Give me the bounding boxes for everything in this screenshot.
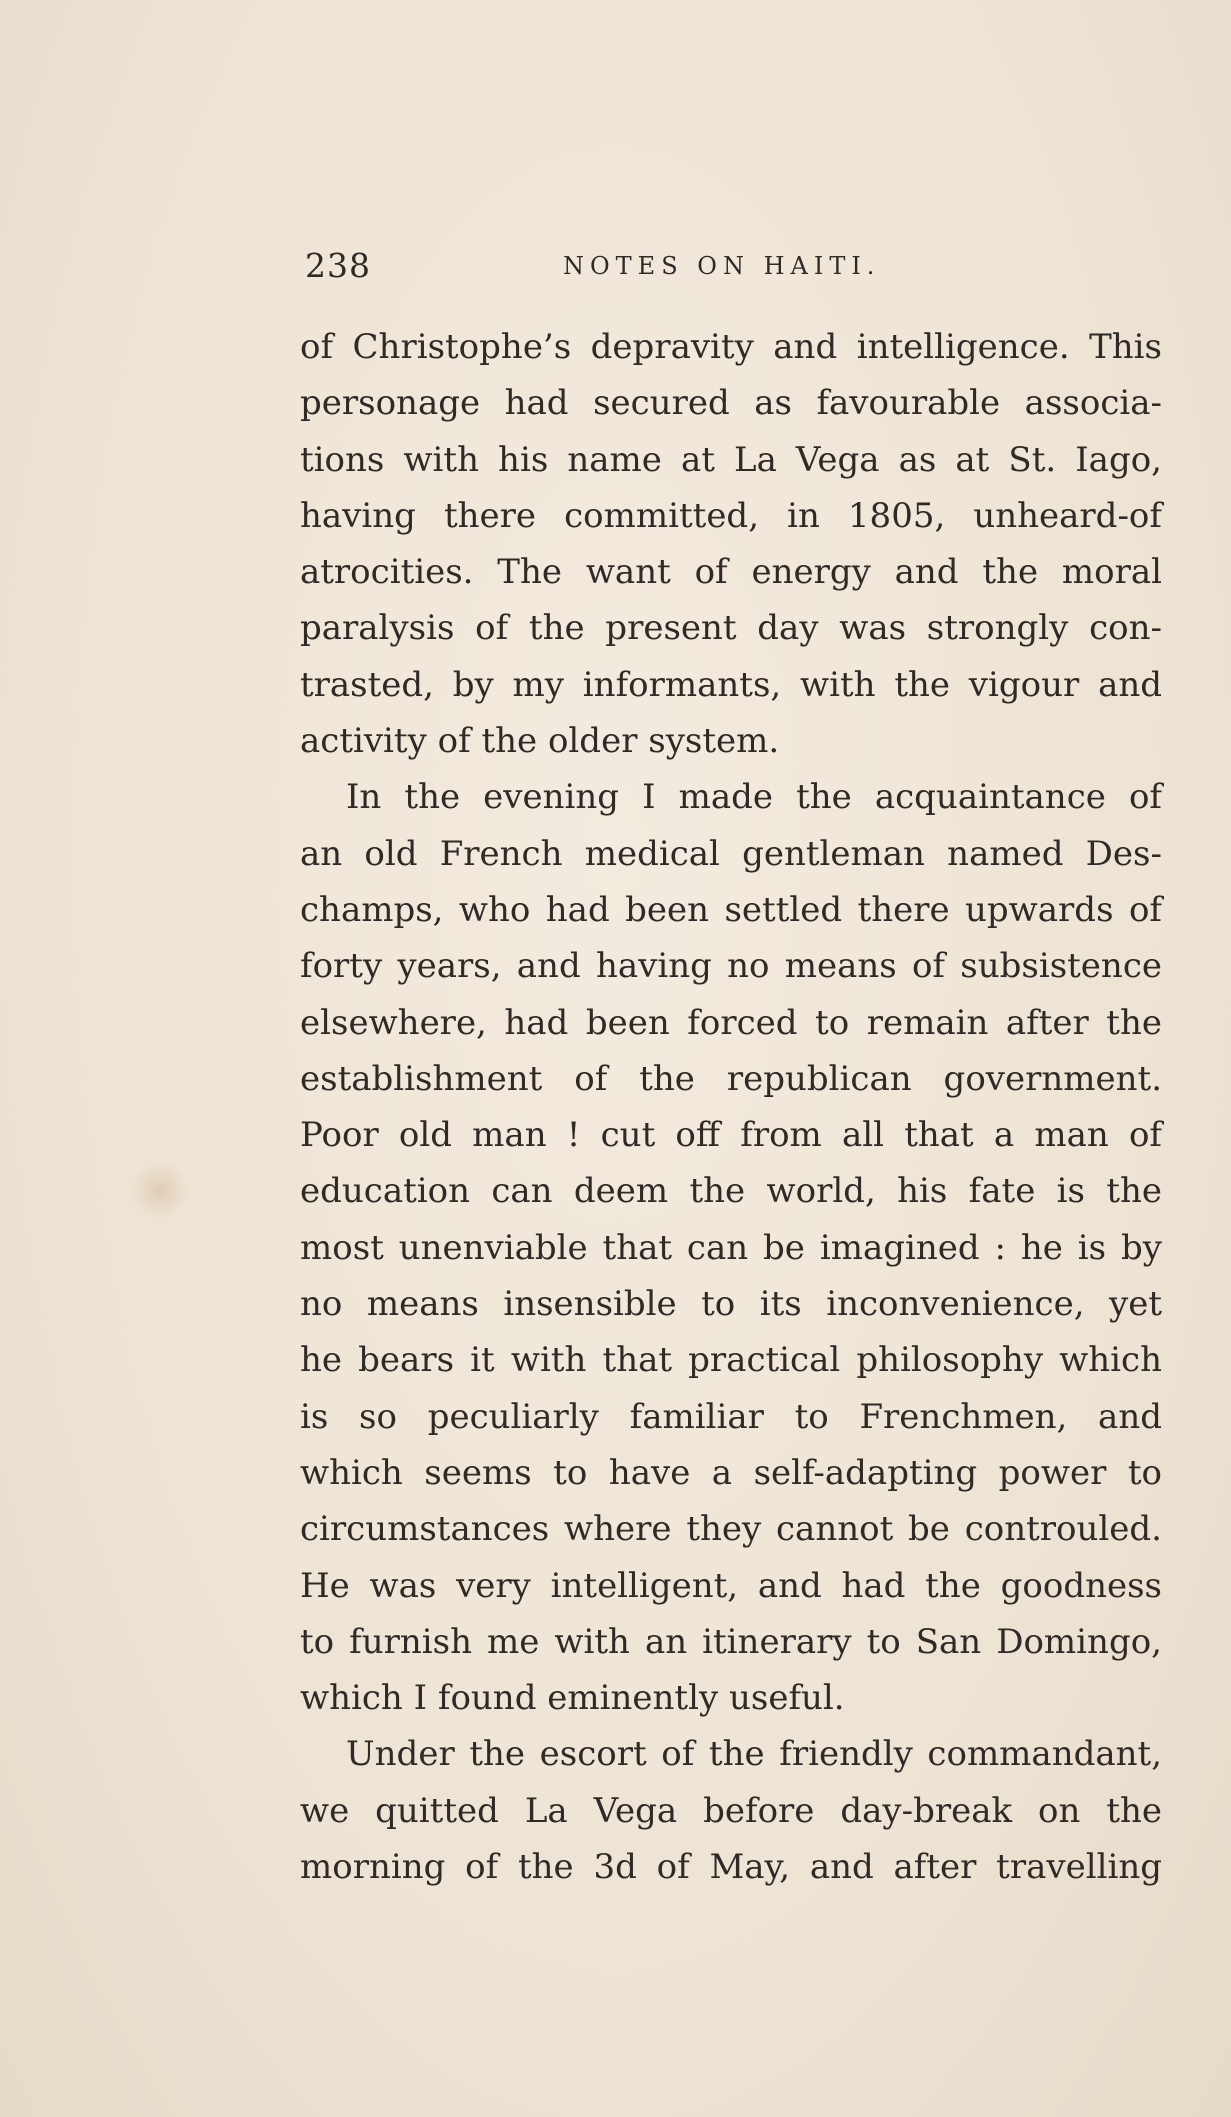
paragraph-start-line: In the evening I made the acquaintance of bbox=[346, 777, 1162, 818]
text-line: he bears it with that practical philosophy which bbox=[300, 1340, 1162, 1381]
text-line: an old French medical gentleman named Des- bbox=[300, 833, 1162, 874]
text-line: education can deem the world, his fate is the bbox=[300, 1171, 1162, 1212]
text-line: champs, who had been settled there upwards of bbox=[300, 889, 1162, 930]
text-line: activity of the older system. bbox=[300, 721, 780, 762]
text-line: trasted, by my informants, with the vigour and bbox=[300, 664, 1162, 705]
text-line: paralysis of the present day was strongly con- bbox=[300, 608, 1162, 649]
text-line: no means insensible to its inconvenience, yet bbox=[300, 1284, 1162, 1325]
text-line: tions with his name at La Vega as at St. Iago, bbox=[300, 439, 1162, 480]
text-line: personage had secured as favourable associa- bbox=[300, 383, 1162, 424]
text-line: He was very intelligent, and had the goodness bbox=[300, 1565, 1162, 1606]
text-line: circumstances where they cannot be controuled. bbox=[300, 1509, 1162, 1550]
text-line: establishment of the republican government. bbox=[300, 1058, 1162, 1099]
body-text bbox=[300, 319, 1162, 1895]
text-line: which I found eminently useful. bbox=[300, 1678, 845, 1719]
text-line: most unenviable that can be imagined : he is by bbox=[300, 1227, 1162, 1268]
text-line: we quitted La Vega before day-break on the bbox=[300, 1790, 1162, 1831]
paragraph-start-line: Under the escort of the friendly commandant, bbox=[346, 1734, 1162, 1775]
text-line: forty years, and having no means of subsistence bbox=[300, 946, 1162, 987]
running-title: NOTES ON HAITI. bbox=[563, 252, 881, 280]
page-header bbox=[305, 246, 945, 286]
text-line: having there committed, in 1805, unheard-of bbox=[300, 495, 1162, 536]
text-line: of Christophe’s depravity and intelligence. This bbox=[300, 327, 1162, 367]
text-line: morning of the 3d of May, and after travelling bbox=[300, 1847, 1162, 1888]
page-number: 238 bbox=[305, 246, 371, 285]
text-line: atrocities. The want of energy and the moral bbox=[300, 552, 1162, 593]
text-line: which seems to have a self-adapting power to bbox=[300, 1452, 1162, 1493]
text-line: is so peculiarly familiar to Frenchmen, and bbox=[300, 1396, 1162, 1437]
paper-stain bbox=[130, 1160, 190, 1220]
text-line: to furnish me with an itinerary to San Domingo, bbox=[300, 1621, 1162, 1662]
text-line: elsewhere, had been forced to remain after the bbox=[300, 1002, 1162, 1043]
text-line: Poor old man ! cut off from all that a man of bbox=[300, 1115, 1162, 1156]
